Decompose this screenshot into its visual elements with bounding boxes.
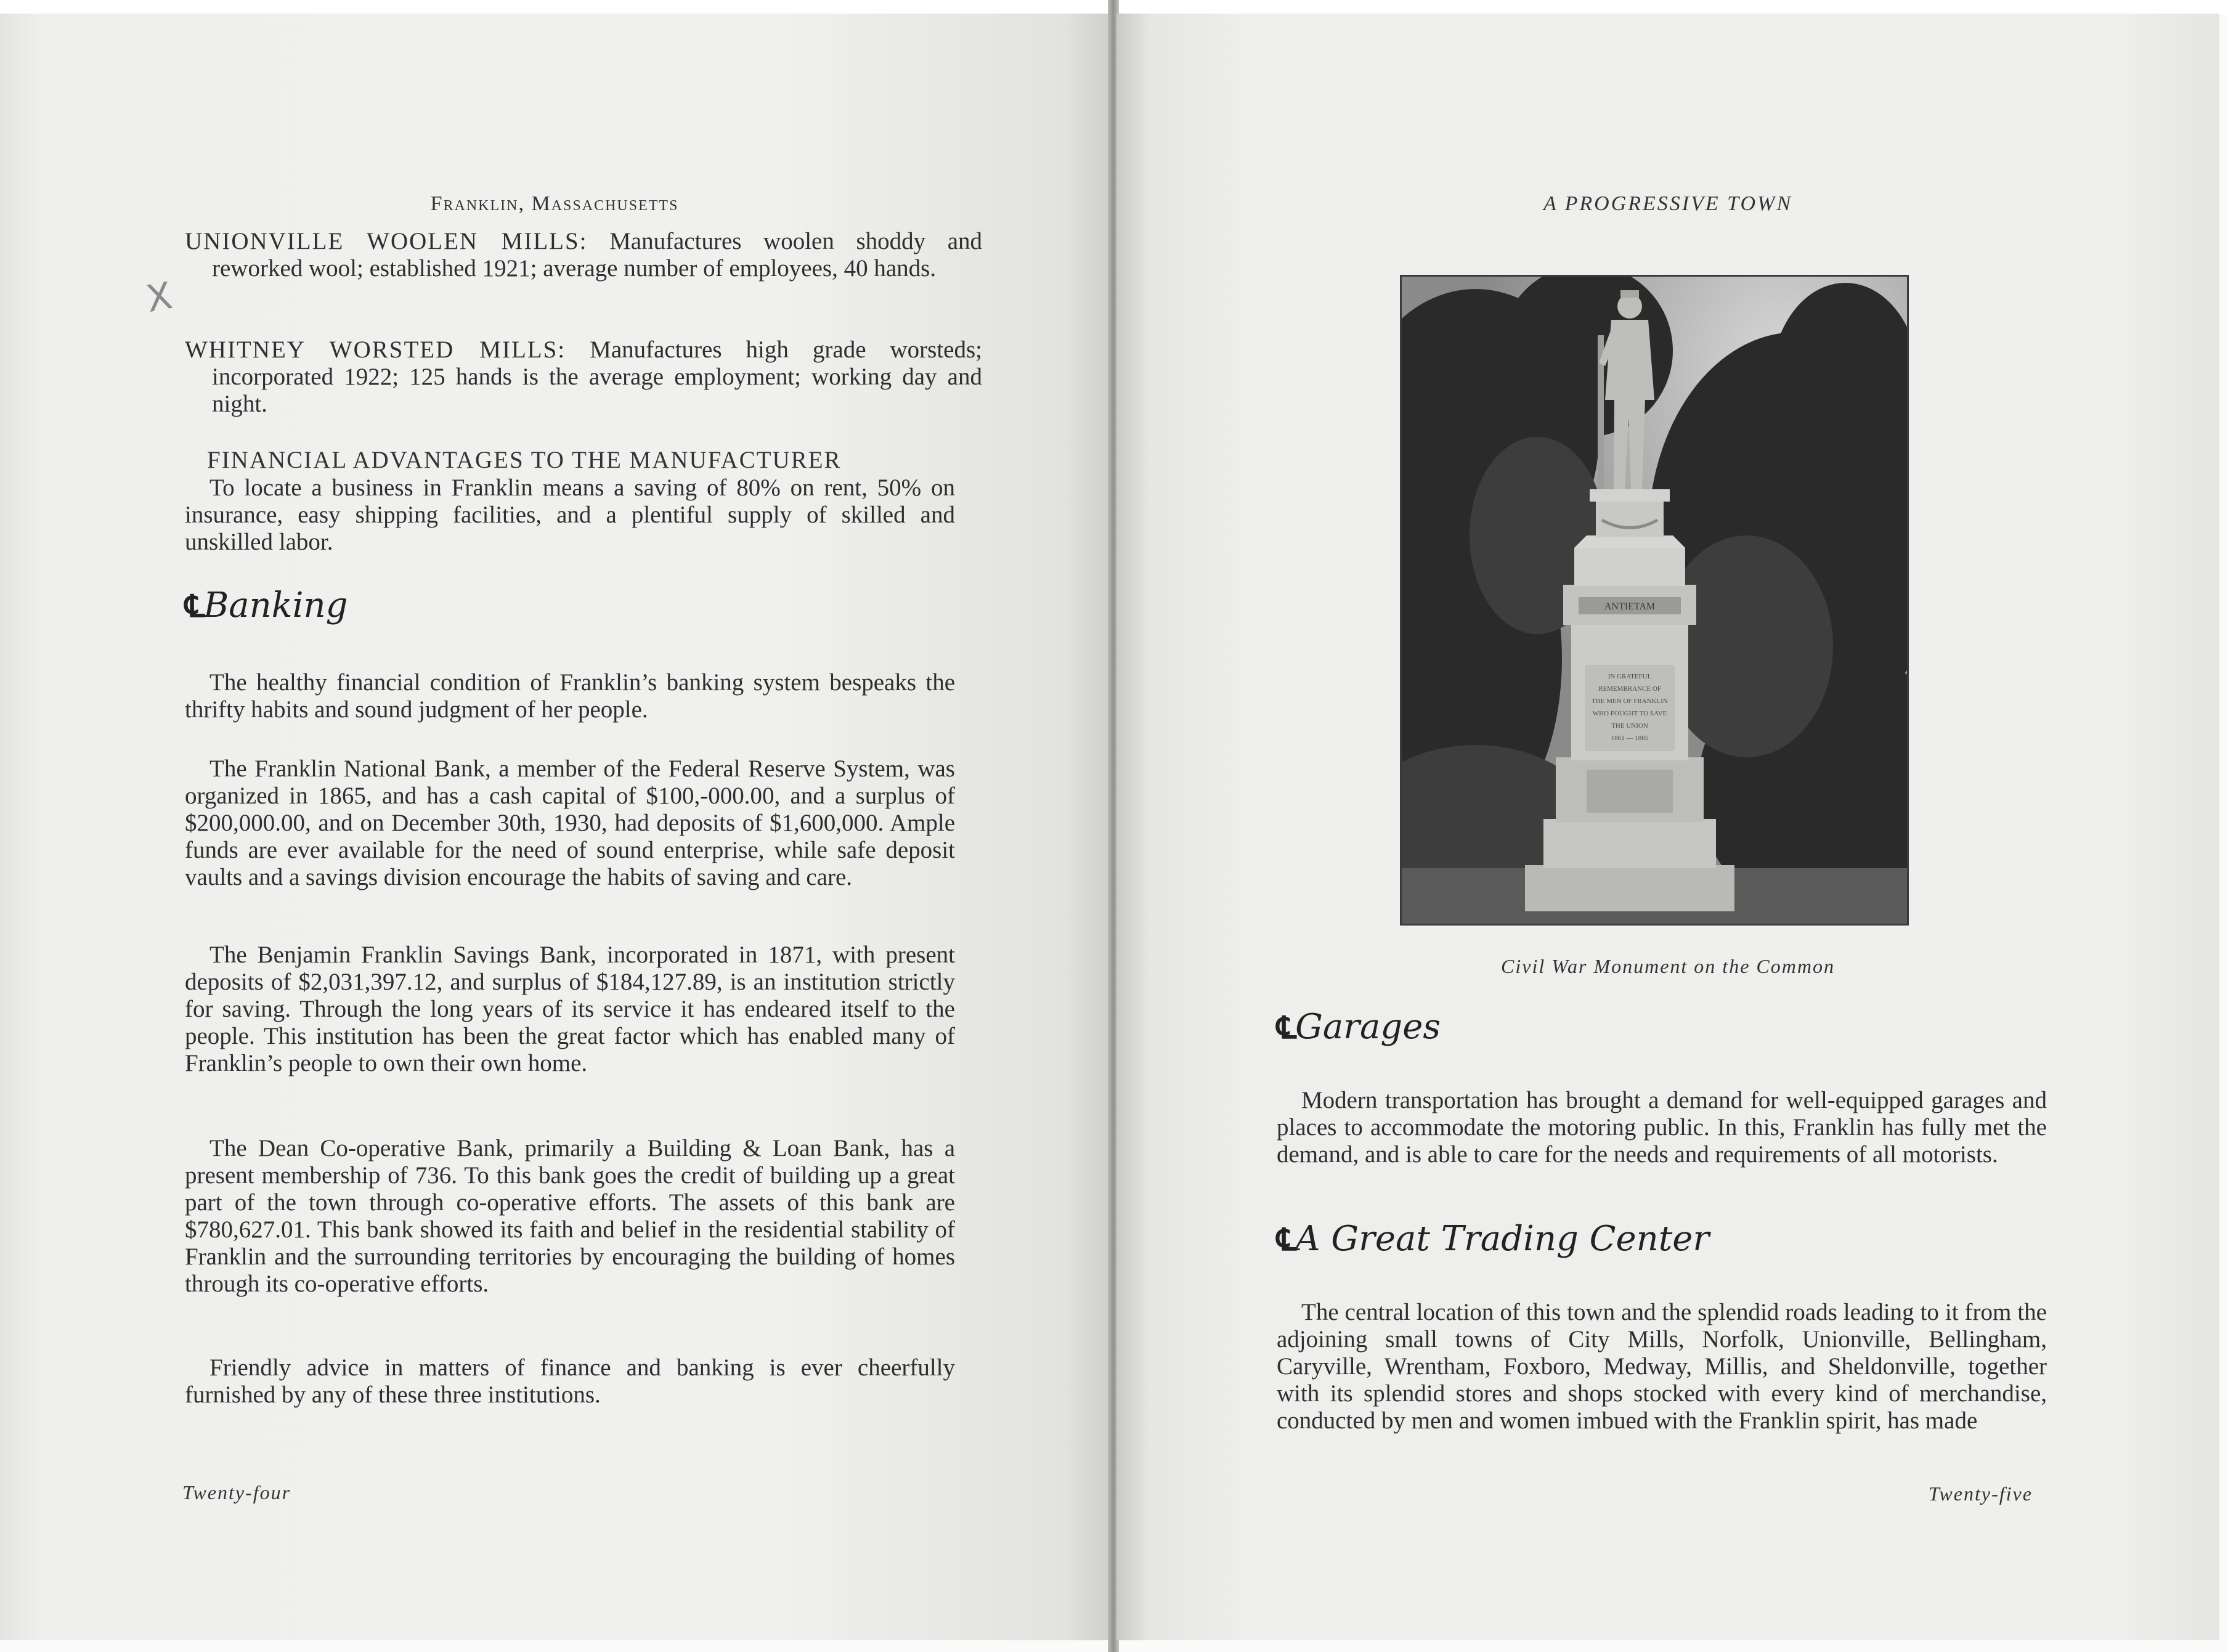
plaque-line: IN GRATEFUL bbox=[1608, 673, 1652, 680]
trading-heading: A Great Trading Center bbox=[1295, 1219, 1710, 1259]
pencil-mark: X bbox=[143, 274, 176, 322]
section-mark-icon: ℄ bbox=[185, 588, 201, 624]
entry-whitney-text: Manufactures high grade worsteds; incorporated 1922; 125 hands is the average employment; working day and night. bbox=[212, 336, 982, 417]
banking-paragraph: The healthy financial condition of Franklin’s banking system bespeaks the thrifty habits and sound judgment of her people. bbox=[185, 669, 955, 723]
entry-unionville bbox=[185, 228, 982, 282]
financial-text: To locate a business in Franklin means a saving of 80% on rent, 50% on insurance, easy shipping facilities, and a plentiful supply of skilled and unskilled labor. bbox=[185, 474, 955, 555]
banking-paragraph: The Benjamin Franklin Savings Bank, incorporated in 1871, with present deposits of $2,031,397.12, and surplus of $184,127.89, is an institution strictly for saving. Through the long years of its service it has endeared itself to the people. This institution has been the great factor which has enabled many of Franklin’s people to own their own home. bbox=[185, 942, 955, 1076]
banking-paragraph: The Franklin National Bank, a member of the Federal Reserve System, was organized in 1865, and has a cash capital of $100,-000.00, and a surplus of $200,000.00, and on December 30th, 1930, had deposits of $1,600,000. Ample funds are ever available for the need of sound enterprise, while safe deposit vaults and a savings division encourage the habits of saving and care. bbox=[185, 755, 955, 890]
plaque-line: REMEMBRANCE OF bbox=[1598, 685, 1661, 693]
plaque-line: 1861 — 1865 bbox=[1611, 734, 1649, 742]
banking-heading: Banking bbox=[203, 585, 348, 625]
entry-whitney-name: WHITNEY WORSTED MILLS: bbox=[185, 336, 566, 363]
photo-caption: Civil War Monument on the Common bbox=[1501, 955, 1835, 977]
monument-photo bbox=[1400, 275, 1909, 926]
plaque-inscription-top: ANTIETAM bbox=[1604, 601, 1656, 612]
section-mark-icon: ℄ bbox=[1277, 1009, 1293, 1046]
plaque-line: WHO FOUGHT TO SAVE bbox=[1592, 710, 1667, 717]
right-page bbox=[1116, 14, 2219, 1640]
entry-whitney bbox=[185, 336, 982, 418]
plaque-line: THE UNION bbox=[1611, 722, 1648, 730]
entry-unionville-name: UNIONVILLE WOOLEN MILLS: bbox=[185, 228, 588, 254]
garages-text: Modern transportation has brought a demand for well-equipped garages and places to accommodate the motoring public. In this, Franklin has fully met the demand, and is able to care for the needs and requirements of all motorists. bbox=[1277, 1087, 2047, 1168]
running-head-right: A PROGRESSIVE TOWN bbox=[1543, 192, 1793, 215]
monument-illustration bbox=[1402, 277, 1907, 924]
section-mark-icon: ℄ bbox=[1277, 1221, 1293, 1258]
folio-left: Twenty-four bbox=[182, 1481, 291, 1503]
section-garages bbox=[1277, 1007, 1441, 1047]
section-banking bbox=[185, 585, 348, 625]
banking-paragraph: The Dean Co-operative Bank, primarily a Building & Loan Bank, has a present membership of 736. To this bank goes the credit of building up a great part of the town through co-operative efforts. The assets of this bank are $780,627.01. This bank showed its faith and belief in the residential stability of Franklin and the surrounding territories by encouraging the building of homes through its co-operative efforts. bbox=[185, 1135, 955, 1297]
folio-right: Twenty-five bbox=[1929, 1483, 2033, 1505]
running-head-left: Franklin, Massachusetts bbox=[430, 192, 679, 215]
garages-heading: Garages bbox=[1295, 1007, 1441, 1047]
left-page bbox=[0, 14, 1109, 1640]
section-trading bbox=[1277, 1219, 1709, 1259]
banking-paragraph: Friendly advice in matters of finance and banking is ever cheerfully furnished by any of these three institutions. bbox=[185, 1354, 955, 1408]
plaque-line: THE MEN OF FRANKLIN bbox=[1592, 698, 1668, 705]
entry-unionville-text: Manufactures woolen shoddy and reworked wool; established 1921; average number of employees, 40 hands. bbox=[212, 228, 982, 282]
trading-text: The central location of this town and the splendid roads leading to it from the adjoining small towns of City Mills, Norfolk, Unionville, Bellingham, Caryville, Wrentham, Foxboro, Medway, Millis, and Sheldonville, together with its splendid stores and shops stocked with every kind of merchandise, conducted by men and women imbued with the Franklin spirit, has made bbox=[1277, 1299, 2047, 1434]
financial-heading: FINANCIAL ADVANTAGES TO THE MANUFACTURER bbox=[207, 447, 842, 473]
